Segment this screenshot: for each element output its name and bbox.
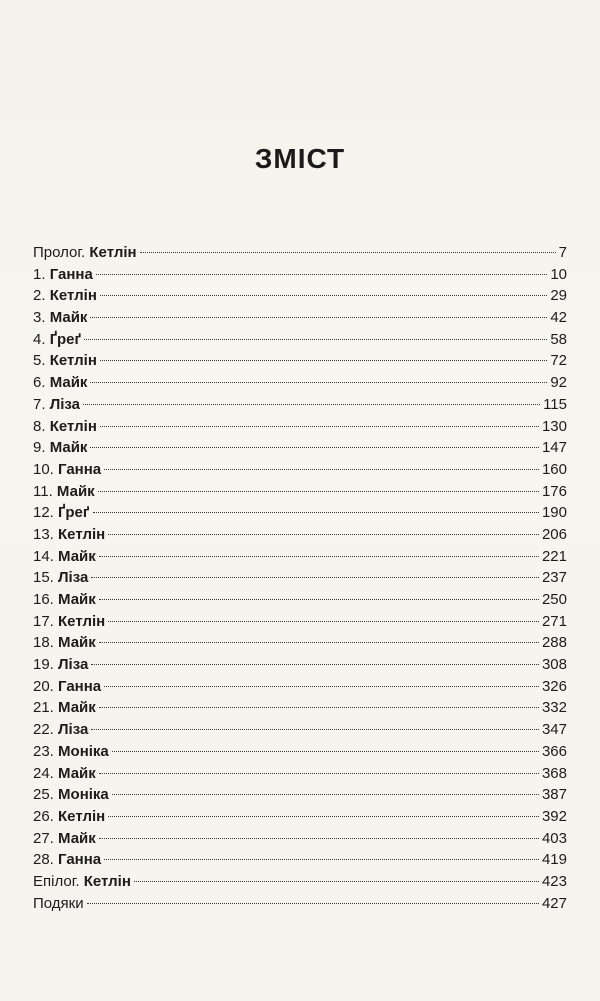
toc-entry-number: Епілог.	[33, 872, 80, 890]
toc-entry-page-number: 366	[541, 742, 567, 760]
toc-entry	[33, 719, 567, 741]
toc-entry	[33, 589, 567, 611]
toc-entry	[33, 329, 567, 351]
toc-entry-page-number: 7	[558, 244, 567, 261]
toc-entry	[33, 502, 567, 524]
toc-entry-number: 16.	[33, 591, 54, 608]
dot-leader	[104, 859, 539, 860]
toc-entry-title: Кетлін	[58, 525, 106, 543]
toc-entry	[33, 437, 567, 459]
dot-leader	[96, 274, 548, 275]
dot-leader	[91, 577, 539, 578]
toc-entry-page-number: 115	[543, 395, 567, 413]
toc-entry-page-number: 10	[550, 265, 567, 283]
toc-entry-page-number: 72	[550, 352, 567, 370]
toc-entry-page-number: 347	[541, 721, 567, 739]
toc-entry-title: Кетлін	[49, 352, 97, 370]
toc-entry-page-number: 190	[541, 504, 567, 522]
toc-entry-number: 9.	[33, 439, 46, 457]
toc-entry	[33, 763, 567, 785]
toc-entry	[33, 307, 567, 329]
toc-entry-title: Ганна	[58, 851, 102, 869]
dot-leader	[99, 556, 539, 557]
dot-leader	[99, 707, 539, 708]
toc-entry	[33, 893, 567, 915]
toc-entry-title: Майк	[58, 634, 96, 652]
toc-entry	[33, 806, 567, 828]
dot-leader	[100, 360, 547, 361]
toc-entry-number: 13.	[33, 525, 54, 543]
toc-entry-title: Ганна	[58, 460, 102, 478]
dot-leader	[91, 664, 539, 665]
table-of-contents	[33, 242, 567, 914]
dot-leader	[112, 751, 539, 752]
toc-entry-page-number: 326	[541, 677, 567, 695]
dot-leader	[99, 838, 539, 839]
toc-entry	[33, 828, 567, 850]
toc-entry-number: 3.	[33, 309, 46, 327]
toc-entry	[33, 350, 567, 372]
toc-entry-title: Майк	[58, 829, 96, 847]
toc-entry-title: Кетлін	[49, 417, 97, 435]
toc-entry	[33, 459, 567, 481]
dot-leader	[93, 512, 539, 513]
toc-entry-page-number: 308	[541, 656, 567, 674]
dot-leader	[87, 903, 539, 904]
toc-entry-title: Ліза	[58, 721, 89, 739]
toc-entry-title: Майк	[56, 482, 95, 500]
toc-entry-number: 6.	[33, 374, 46, 392]
toc-entry	[33, 416, 567, 438]
dot-leader	[90, 382, 547, 383]
toc-entry-number: 24.	[33, 764, 54, 782]
toc-entry-number: 28.	[33, 851, 54, 869]
toc-entry-number: 25.	[33, 786, 54, 804]
dot-leader	[99, 773, 539, 774]
toc-entry-title: Ліза	[58, 656, 89, 674]
toc-entry-title: Ґреґ	[58, 504, 90, 522]
toc-entry-number: 26.	[33, 807, 54, 825]
toc-entry-title: Ганна	[49, 265, 93, 283]
page-title: ЗМІСТ	[254, 143, 346, 174]
toc-entry	[33, 871, 567, 893]
toc-entry-number: 18.	[33, 634, 54, 652]
toc-entry-page-number: 288	[541, 634, 567, 652]
toc-entry-page-number: 206	[541, 525, 567, 543]
toc-entry-number: 20.	[33, 677, 54, 695]
toc-entry-page-number: 368	[541, 764, 567, 782]
toc-entry-title: Кетлін	[58, 612, 106, 630]
toc-entry-page-number: 42	[550, 309, 567, 327]
toc-entry	[33, 676, 567, 698]
dot-leader	[83, 404, 540, 405]
toc-entry-number: 23.	[33, 742, 54, 760]
toc-entry	[33, 481, 567, 503]
toc-entry	[33, 372, 567, 394]
dot-leader	[99, 642, 539, 643]
toc-entry-title: Майк	[58, 591, 96, 608]
toc-entry-title: Майк	[49, 309, 88, 327]
toc-entry-number: 1.	[33, 265, 46, 283]
toc-entry	[33, 394, 567, 416]
toc-entry-number: Пролог.	[33, 244, 86, 261]
toc-entry-number: 22.	[33, 721, 54, 739]
toc-entry	[33, 567, 567, 589]
toc-entry-title: Ліза	[58, 569, 89, 587]
toc-entry-page-number: 237	[541, 569, 567, 587]
dot-leader	[108, 534, 539, 535]
toc-entry-page-number: 147	[541, 439, 567, 457]
dot-leader	[104, 469, 539, 470]
dot-leader	[140, 252, 556, 253]
toc-entry-title: Майк	[58, 547, 96, 565]
toc-entry-number: 27.	[33, 829, 54, 847]
toc-entry-number: 10.	[33, 460, 54, 478]
toc-entry	[33, 242, 567, 264]
toc-entry	[33, 524, 567, 546]
toc-entry	[33, 654, 567, 676]
toc-entry-title: Майк	[58, 699, 96, 717]
toc-entry-title: Кетлін	[83, 872, 131, 890]
toc-entry	[33, 784, 567, 806]
dot-leader	[90, 317, 547, 318]
toc-entry	[33, 546, 567, 568]
toc-entry-page-number: 427	[541, 894, 567, 912]
dot-leader	[108, 621, 539, 622]
toc-entry-page-number: 392	[541, 807, 567, 825]
toc-entry-number: 7.	[33, 395, 46, 413]
toc-entry-page-number: 403	[541, 829, 567, 847]
toc-entry	[33, 741, 567, 763]
toc-entry-page-number: 221	[541, 547, 567, 565]
toc-entry-number: 8.	[33, 417, 46, 435]
toc-entry-number: 12.	[33, 504, 54, 522]
toc-entry-title: Майк	[58, 764, 96, 782]
toc-entry-title: Кетлін	[89, 244, 137, 261]
dot-leader	[98, 491, 539, 492]
toc-entry-title: Кетлін	[49, 287, 97, 305]
toc-entry-page-number: 58	[550, 330, 567, 348]
toc-entry-page-number: 130	[541, 417, 567, 435]
toc-entry-page-number: 29	[550, 287, 567, 305]
dot-leader	[112, 794, 539, 795]
toc-entry-title: Майк	[49, 439, 88, 457]
dot-leader	[90, 447, 539, 448]
dot-leader	[108, 816, 539, 817]
toc-entry-number: 2.	[33, 287, 46, 305]
toc-entry-page-number: 271	[541, 612, 567, 630]
toc-entry-number: 17.	[33, 612, 54, 630]
dot-leader	[99, 599, 539, 600]
dot-leader	[100, 295, 547, 296]
toc-entry-title: Ліза	[49, 395, 80, 413]
toc-entry-number: Подяки	[33, 894, 84, 912]
toc-entry-number: 4.	[33, 330, 46, 348]
toc-entry-page-number: 160	[541, 460, 567, 478]
toc-entry-page-number: 250	[541, 591, 567, 608]
toc-entry-page-number: 92	[550, 374, 567, 392]
dot-leader	[104, 686, 539, 687]
toc-entry-number: 14.	[33, 547, 54, 565]
toc-entry-title: Ґреґ	[49, 330, 82, 348]
toc-entry	[33, 264, 567, 286]
toc-entry-number: 15.	[33, 569, 54, 587]
toc-entry-number: 19.	[33, 656, 54, 674]
toc-entry	[33, 632, 567, 654]
toc-entry-title: Моніка	[58, 742, 109, 760]
toc-entry-page-number: 387	[541, 786, 567, 804]
toc-entry-page-number: 423	[541, 872, 567, 890]
toc-entry-title: Ганна	[58, 677, 102, 695]
toc-entry-number: 5.	[33, 352, 46, 370]
toc-entry	[33, 697, 567, 719]
dot-leader	[100, 426, 539, 427]
toc-entry-title: Майк	[49, 374, 88, 392]
dot-leader	[134, 881, 539, 882]
dot-leader	[84, 339, 547, 340]
toc-entry	[33, 849, 567, 871]
dot-leader	[91, 729, 539, 730]
toc-entry-page-number: 332	[541, 699, 567, 717]
toc-entry-title: Кетлін	[58, 807, 106, 825]
toc-entry-page-number: 419	[541, 851, 567, 869]
toc-entry-title: Моніка	[58, 786, 109, 804]
toc-entry-number: 21.	[33, 699, 54, 717]
toc-entry-number: 11.	[33, 482, 53, 500]
toc-entry	[33, 611, 567, 633]
toc-entry-page-number: 176	[541, 482, 567, 500]
toc-entry	[33, 285, 567, 307]
